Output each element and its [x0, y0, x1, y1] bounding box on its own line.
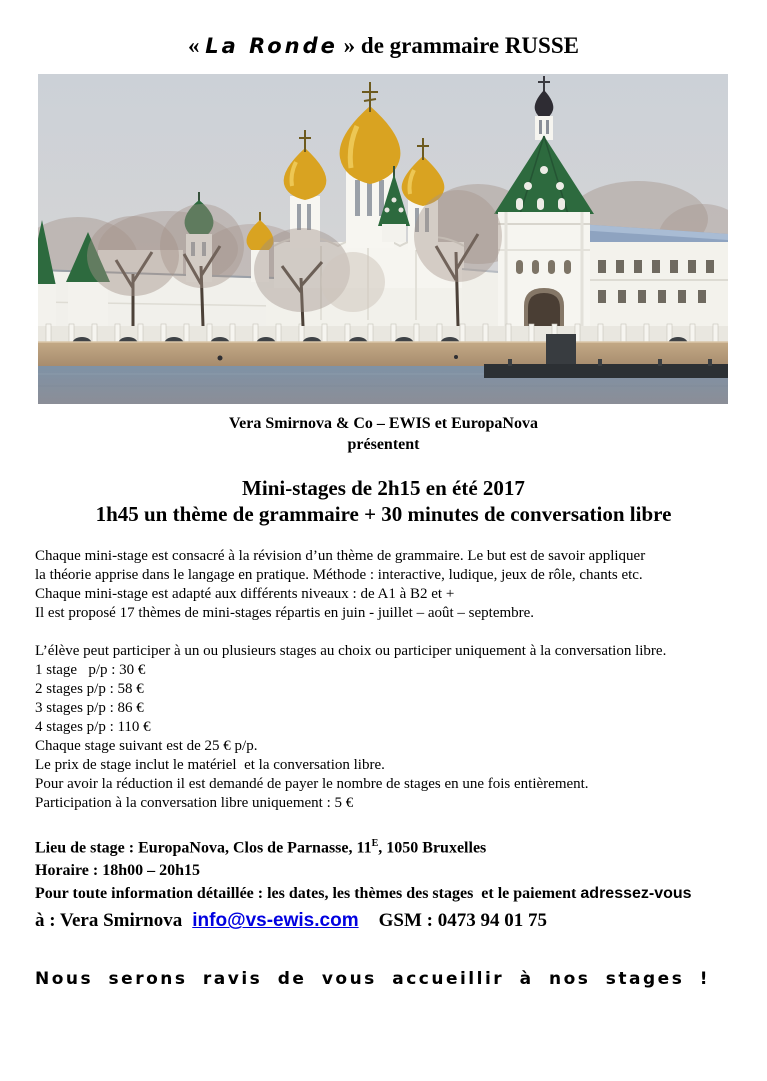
right-building: [578, 224, 728, 328]
text-line: L’élève peut participer à un ou plusieurs stages au choix ou participer uniquement à la conversation libre.: [35, 643, 667, 659]
venue-line: [35, 832, 739, 859]
pricing-paragraph: [35, 642, 739, 813]
heading-line-2: 1h45 un thème de grammaire + 30 minutes de conversation libre: [95, 502, 672, 526]
monastery-photo: [38, 74, 728, 404]
email-link[interactable]: info@vs-ewis.com: [192, 910, 359, 932]
footer-slogan: Nous serons ravis de vous accueillir à nos stages !: [35, 969, 710, 990]
info-block: [35, 832, 739, 905]
main-heading: [0, 475, 767, 527]
body-text: [35, 547, 739, 932]
price-line-2-stages: 2 stages p/p : 58 €: [35, 681, 144, 697]
page-title: [0, 33, 767, 59]
price-line-4-stages: 4 stages p/p : 110 €: [35, 719, 151, 735]
title-open-quote: «: [188, 33, 206, 58]
title-brand: La Ronde: [205, 34, 338, 58]
contact-line: [35, 910, 739, 932]
text-line: Participation à la conversation libre uniquement : 5 €: [35, 795, 354, 811]
quay-wall: [38, 342, 728, 366]
venue-city: , 1050 Bruxelles: [378, 839, 487, 857]
text-line: la théorie apprise dans le langage en pratique. Méthode : interactive, ludique, jeux de rôle, chants etc.: [35, 567, 643, 583]
text-line: Le prix de stage inclut le matériel et la conversation libre.: [35, 757, 385, 773]
presenter-line: Vera Smirnova & Co – EWIS et EuropaNova: [229, 415, 538, 432]
details-text: Pour toute information détaillée : les dates, les thèmes des stages et le paiement: [35, 885, 581, 903]
text-line: Chaque mini-stage est adapté aux différents niveaux : de A1 à B2 et +: [35, 586, 455, 602]
intro-paragraph: [35, 547, 739, 623]
details-line: [35, 882, 739, 905]
text-line: Il est proposé 17 thèmes de mini-stages répartis en juin - juillet – août – septembre.: [35, 605, 535, 621]
venue-superscript: E: [371, 838, 379, 849]
gsm-number: GSM : 0473 94 01 75: [378, 910, 547, 932]
contact-name: à : Vera Smirnova: [35, 910, 183, 932]
text-line: Pour avoir la réduction il est demandé de payer le nombre de stages en une fois entièrement.: [35, 776, 589, 792]
presenter-verb: présentent: [347, 436, 420, 453]
price-line-3-stages: 3 stages p/p : 86 €: [35, 700, 144, 716]
text-line: Chaque stage suivant est de 25 € p/p.: [35, 738, 258, 754]
details-emphasis: adressez-vous: [580, 885, 692, 903]
price-line-1-stage: 1 stage p/p : 30 €: [35, 662, 146, 678]
venue-text: Lieu de stage : EuropaNova, Clos de Parnasse, 11: [35, 839, 372, 857]
text-line: Chaque mini-stage est consacré à la révision d’un thème de grammaire. Le but est de savoir appliquer: [35, 548, 646, 564]
schedule-line: Horaire : 18h00 – 20h15: [35, 862, 201, 880]
title-close-quote: »: [337, 33, 356, 58]
presenter-block: [0, 413, 767, 455]
heading-line-1: Mini-stages de 2h15 en été 2017: [242, 476, 525, 500]
title-rest: de grammaire RUSSE: [355, 33, 579, 58]
